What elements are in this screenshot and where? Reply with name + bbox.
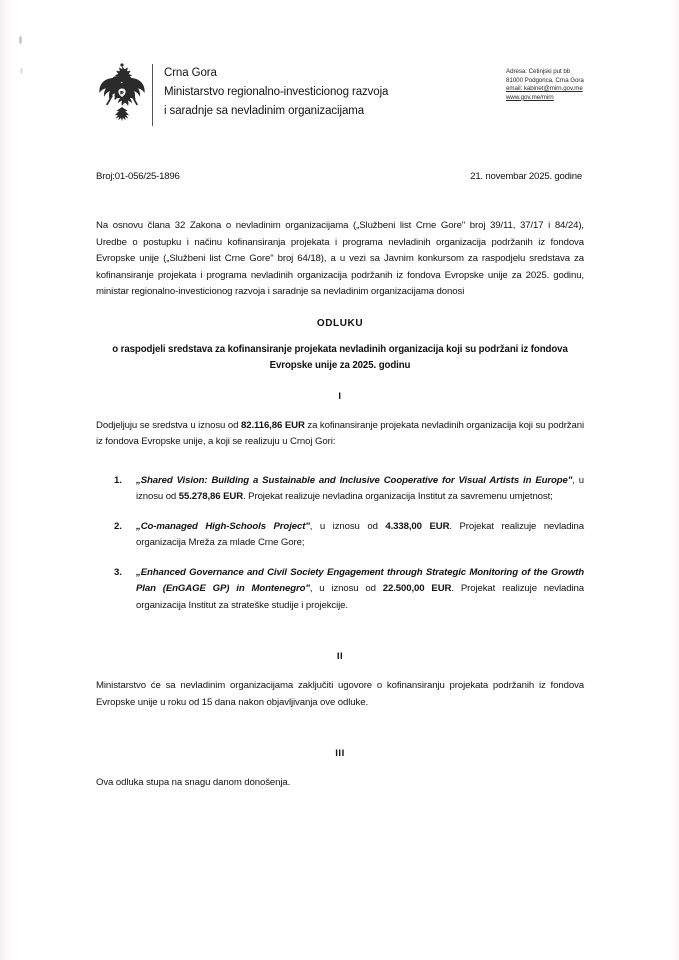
document-number: Broj:01-056/25-1896 <box>96 171 180 182</box>
address-street: Adresa: Cetinjski put bb <box>506 68 571 75</box>
awards-list <box>96 473 584 615</box>
scan-artifact-speck <box>20 68 23 74</box>
document-meta-row <box>96 170 584 184</box>
preamble-paragraph: Na osnovu člana 32 Zakona o nevladinim organizacijama („Službeni list Crne Gore" broj 39/11, 37/17 i 84/24), Uredbe o postupku i načinu kofinansiranja projekata i programa nevladinih organizacija podržanih iz fondova Evropske unije („Službeni list Crne Gore" broj 64/18), a u vezi sa Javnim konkursom za raspodjelu sredstava za kofinansiranje projekata i programa nevladinih organizacija podržanih iz fondova Evropske unije za 2025. godinu, ministar regionalno-investicionog razvoja i saradnje sa nevladinim organizacijama donosi <box>96 220 584 297</box>
award-organization: . Projekat realizuje nevladina organizacija Institut za strateške studije i projekcije. <box>136 583 584 611</box>
scan-edge-left <box>0 0 14 960</box>
letterhead-divider-rule <box>152 64 153 126</box>
award-amount-lead-in: , u iznosu od <box>136 474 584 502</box>
decision-title: ODLUKU <box>316 317 364 329</box>
scan-edge-right <box>669 0 679 960</box>
award-organization: . Projekat realizuje nevladina organizacija Mreža za mlade Crne Gore; <box>136 520 584 548</box>
decision-subtitle: o raspodjeli sredstava za kofinansiranje projekata nevladinih organizacija koji su podržani iz fondova Evropske unije za 2025. godinu <box>112 343 568 371</box>
award-amount: 22.500,00 EUR <box>382 583 452 594</box>
total-allocation-amount: 82.116,86 EUR <box>240 419 305 431</box>
award-project-title: „Enhanced Governance and Civil Society Engagement through Strategic Monitoring of the Growth Plan (EnGAGE GP) in Montenegro" <box>136 566 584 594</box>
section-three-paragraph: Ova odluka stupa na snagu danom donošenja. <box>96 777 291 788</box>
scan-artifact-speck <box>19 36 22 44</box>
award-index: 1. <box>114 474 122 486</box>
list-item <box>96 565 584 615</box>
montenegro-coat-of-arms-icon <box>96 62 148 128</box>
list-item <box>96 473 584 506</box>
address-city: 81000 Podgorica, Crna Gora <box>506 76 584 84</box>
website-url[interactable]: www.gov.me/mirn <box>506 93 554 101</box>
award-index: 3. <box>114 566 122 578</box>
award-project-title: „Co-managed High-Schools Project" <box>136 520 310 532</box>
document-body <box>96 170 584 792</box>
section-spacer <box>96 711 584 731</box>
award-amount-lead-in: , u iznosu od <box>309 583 383 594</box>
section-numeral-two: II <box>336 651 344 662</box>
award-amount: 55.278,86 EUR <box>178 491 244 502</box>
allocation-intro-after: za kofinansiranje projekata nevladinih organizacija koji su podržani iz fondova Evropske unije, a koji se realizuju u Crnoj Gori: <box>96 419 584 447</box>
contact-email[interactable]: email: kabinet@mirn.gov.me <box>506 85 583 93</box>
allocation-intro-before: Dodjeljuju se sredstva u iznosu od <box>96 419 241 431</box>
award-project-title: „Shared Vision: Building a Sustainable and Inclusive Cooperative for Visual Artists in Europe" <box>136 474 573 486</box>
section-two-paragraph: Ministarstvo će sa nevladinim organizacijama zaključiti ugovore o kofinansiranju projekata podržanih iz fondova Evropske unije u roku od 15 dana nakon objavljivanja ove odluke. <box>96 680 584 708</box>
ministry-name-line-2: i saradnje sa nevladinim organizacijama <box>164 105 365 117</box>
section-spacer <box>96 614 584 634</box>
award-amount: 4.338,00 EUR <box>385 520 450 532</box>
section-numeral-three: III <box>335 748 345 759</box>
document-date: 21. novembar 2025. godine <box>470 171 582 182</box>
award-organization: . Projekat realizuje nevladina organizacija Institut za savremenu umjetnost; <box>243 491 553 502</box>
country-name: Crna Gora <box>164 67 217 79</box>
list-item <box>96 519 584 552</box>
allocation-intro-paragraph <box>96 418 584 451</box>
award-amount-lead-in: , u iznosu od <box>309 520 386 532</box>
award-index: 2. <box>114 520 122 532</box>
address-block <box>506 68 656 102</box>
section-numeral-one: I <box>338 390 342 402</box>
ministry-name-line-1: Ministarstvo regionalno-investicionog razvoja <box>164 86 389 98</box>
